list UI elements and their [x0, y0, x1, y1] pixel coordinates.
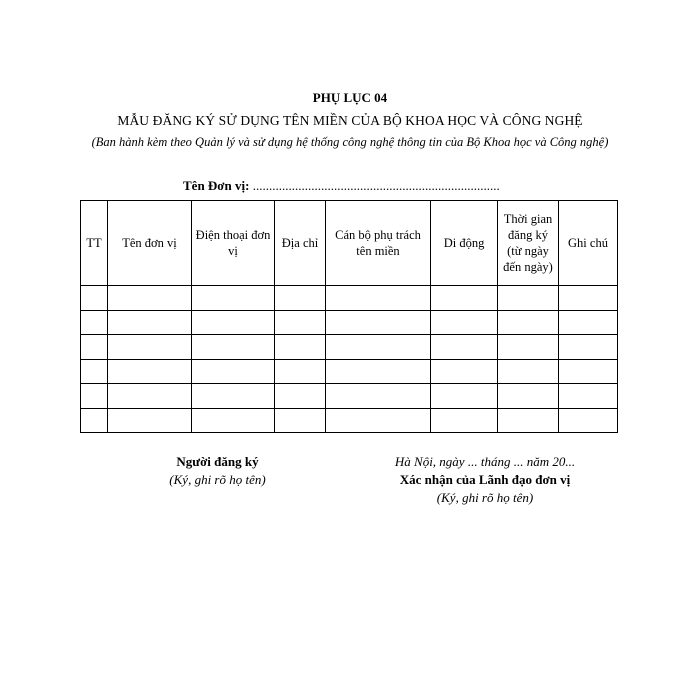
table-cell: [326, 408, 431, 433]
place-date-line: Hà Nội, ngày ... tháng ... năm 20...: [394, 454, 576, 469]
table-cell: [431, 408, 498, 433]
table-row: [81, 286, 618, 311]
table-cell: [559, 310, 618, 335]
leader-confirmation-title: Xác nhận của Lãnh đạo đơn vị: [399, 472, 571, 487]
unit-name-blank: ............................................................................: [252, 178, 500, 193]
table-cell: [498, 384, 559, 409]
table-cell: [275, 335, 326, 360]
registration-table: [80, 200, 618, 433]
table-cell: [275, 408, 326, 433]
column-header-unit-name: Tên đơn vị: [108, 201, 192, 286]
leader-sign-note: (Ký, ghi rõ họ tên): [436, 490, 534, 505]
table-cell: [81, 359, 108, 384]
table-row: [81, 359, 618, 384]
table-cell: [275, 310, 326, 335]
table-cell: [431, 310, 498, 335]
table-header-row: [81, 201, 618, 286]
table-cell: [108, 408, 192, 433]
table-cell: [431, 335, 498, 360]
table-row: [81, 408, 618, 433]
table-cell: [559, 286, 618, 311]
unit-name-label: Tên Đơn vị:: [183, 178, 250, 193]
unit-name-line: [183, 178, 500, 194]
table-cell: [81, 335, 108, 360]
table-cell: [275, 359, 326, 384]
table-cell: [81, 286, 108, 311]
column-header-address: Địa chỉ: [275, 201, 326, 286]
table-cell: [326, 310, 431, 335]
registrant-title: Người đăng ký: [176, 454, 259, 469]
table-cell: [431, 286, 498, 311]
column-header-notes: Ghi chú: [559, 201, 618, 286]
table-cell: [275, 286, 326, 311]
table-cell: [559, 335, 618, 360]
table-cell: [81, 408, 108, 433]
table-cell: [108, 286, 192, 311]
table-cell: [108, 384, 192, 409]
table-cell: [559, 408, 618, 433]
table-cell: [192, 335, 275, 360]
table-cell: [431, 384, 498, 409]
table-cell: [192, 359, 275, 384]
table-cell: [498, 408, 559, 433]
column-header-unit-phone: Điện thoại đơn vị: [192, 201, 275, 286]
column-header-mobile: Di động: [431, 201, 498, 286]
table-cell: [326, 335, 431, 360]
form-heading: MẪU ĐĂNG KÝ SỬ DỤNG TÊN MIỀN CỦA BỘ KHOA HỌC VÀ CÔNG NGHỆ: [117, 113, 583, 128]
form-subtitle: (Ban hành kèm theo Quản lý và sử dụng hệ thống công nghệ thông tin của Bộ Khoa học và Công nghệ): [91, 135, 609, 149]
table-cell: [192, 384, 275, 409]
table-cell: [81, 384, 108, 409]
table-cell: [498, 310, 559, 335]
table-cell: [192, 408, 275, 433]
leader-confirmation-block: [365, 453, 605, 507]
table-cell: [275, 384, 326, 409]
appendix-title: PHỤ LỤC 04: [312, 90, 388, 105]
column-header-domain-officer: Cán bộ phụ trách tên miền: [326, 201, 431, 286]
table-cell: [192, 310, 275, 335]
table-row: [81, 310, 618, 335]
table-cell: [192, 286, 275, 311]
table-cell: [559, 359, 618, 384]
registrant-signature-block: [130, 453, 305, 489]
table-cell: [559, 384, 618, 409]
table-cell: [498, 359, 559, 384]
registrant-sign-note: (Ký, ghi rõ họ tên): [169, 472, 266, 487]
table-cell: [431, 359, 498, 384]
column-header-tt: TT: [81, 201, 108, 286]
table-cell: [108, 310, 192, 335]
table-cell: [326, 384, 431, 409]
table-cell: [498, 335, 559, 360]
table-row: [81, 384, 618, 409]
column-header-registration-period: Thời gian đăng ký (từ ngày đến ngày): [498, 201, 559, 286]
table-cell: [498, 286, 559, 311]
table-cell: [326, 359, 431, 384]
table-cell: [108, 359, 192, 384]
table-row: [81, 335, 618, 360]
table-cell: [81, 310, 108, 335]
table-cell: [326, 286, 431, 311]
table-cell: [108, 335, 192, 360]
